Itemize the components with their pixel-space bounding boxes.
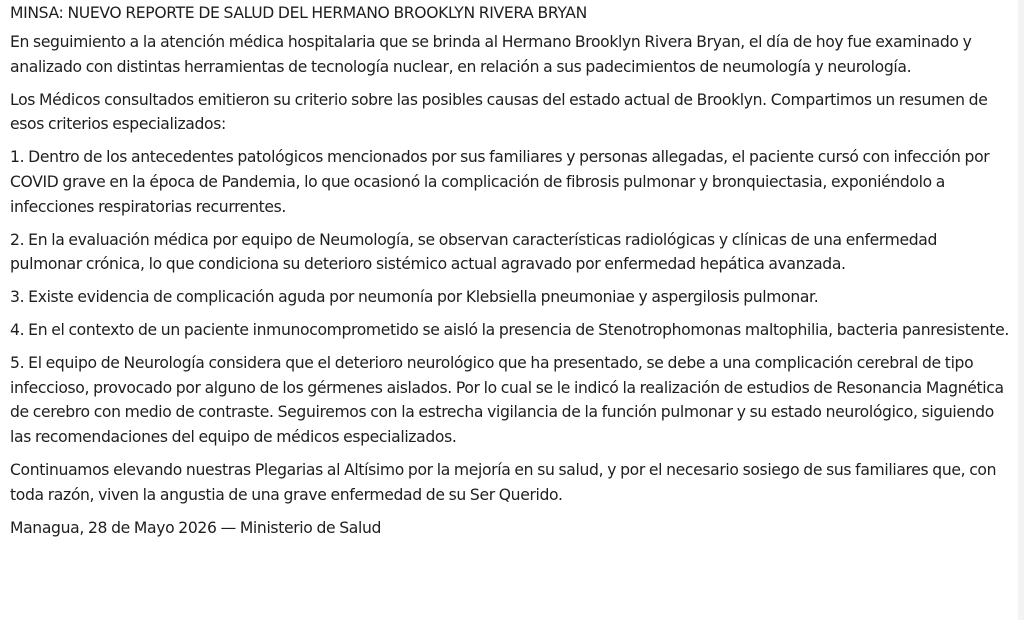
criterion-2-paragraph: 2. En la evaluación médica por equipo de Neumología, se observan características radiológicas y clínicas de una enfermedad pulmonar crónica, lo que condiciona su deterioro sistémico actual agravado por enfermedad hepática avanzada. [10, 230, 938, 274]
intro-paragraph: En seguimiento a la atención médica hospitalaria que se brinda al Hermano Brooklyn Rivera Bryan, el día de hoy fue examinado y analizado con distintas herramientas de tecnología nuclear, en relación a sus padecimientos de neumología y neurología. [10, 33, 972, 76]
criteria-intro-paragraph: Los Médicos consultados emitieron su criterio sobre las posibles causas del estado actual de Brooklyn. Compartimos un resumen de esos criterios especializados: [10, 90, 988, 134]
criterion-5-paragraph: 5. El equipo de Neurología considera que el deterioro neurológico que ha presentado, se debe a una complicación cerebral de tipo infeccioso, provocado por alguno de los gérmenes aislados. Por lo cual se le indicó la realización de estudios de Resonancia Magnética de cerebro con medio de contraste. Seguiremos con la estrecha vigilancia de la función pulmonar y su estado neurológico, siguiendo las recomendaciones del equipo de médicos especializados. [10, 353, 1004, 447]
scrollbar-track[interactable] [1018, 0, 1024, 620]
closing-paragraph: Continuamos elevando nuestras Plegarias al Altísimo por la mejoría en su salud, y por el necesario sosiego de sus familiares que, con toda razón, viven la angustia de una grave enfermedad de su Ser Querido. [10, 460, 997, 504]
document-title: MINSA: NUEVO REPORTE DE SALUD DEL HERMANO BROOKLYN RIVERA BRYAN [10, 4, 587, 22]
signature-line: Managua, 28 de Mayo 2026 — Ministerio de Salud [10, 518, 382, 537]
document-body [10, 3, 1010, 540]
criterion-1-paragraph: 1. Dentro de los antecedentes patológicos mencionados por sus familiares y personas allegadas, el paciente cursó con infección por COVID grave en la época de Pandemia, lo que ocasionó la complicación de fibrosis pulmonar y bronquiectasia, exponiéndolo a infecciones respiratorias recurrentes. [10, 148, 990, 216]
criterion-4-paragraph: 4. En el contexto de un paciente inmunocomprometido se aisló la presencia de Stenotrophomonas maltophilia, bacteria panresistente. [10, 320, 1009, 339]
criterion-3-paragraph: 3. Existe evidencia de complicación aguda por neumonía por Klebsiella pneumoniae y aspergilosis pulmonar. [10, 288, 819, 307]
